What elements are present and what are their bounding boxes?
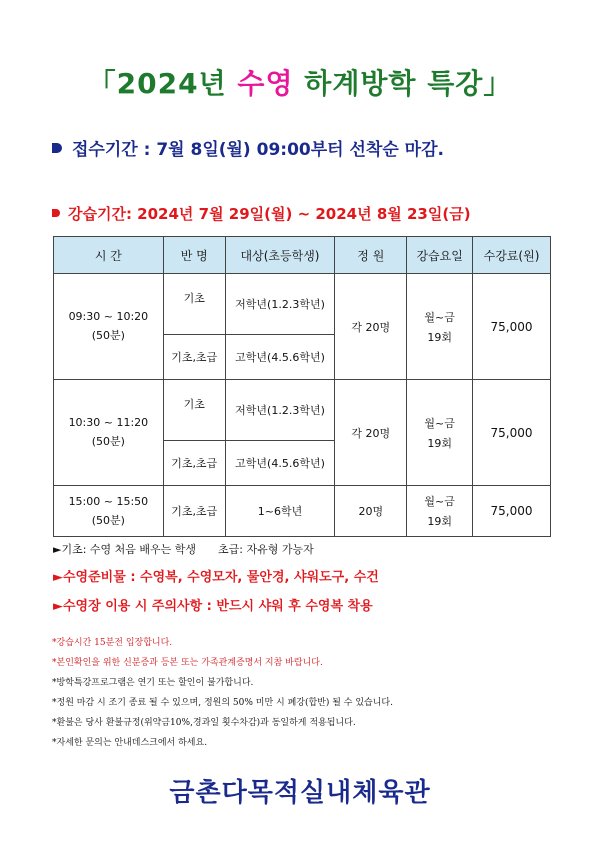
class-cell: 기초 bbox=[163, 380, 225, 441]
time-cell bbox=[54, 274, 164, 380]
target-cell: 저학년(1.2.3학년) bbox=[225, 380, 335, 441]
schedule-table bbox=[53, 236, 551, 537]
time-duration: (50분) bbox=[91, 435, 125, 448]
title-rest: 하계방학 특강 bbox=[304, 67, 484, 100]
class-cell: 기초,초급 bbox=[163, 441, 225, 486]
note-item: *환불은 당사 환불규정(위약금10%,경과일 횟수차감)과 동일하게 적용됩니다. bbox=[52, 718, 356, 728]
class-cell: 기초,초급 bbox=[163, 335, 225, 380]
table-row bbox=[54, 380, 551, 441]
title-close-bracket: 」 bbox=[483, 67, 513, 100]
days-text: 월~금 bbox=[424, 310, 455, 324]
sessions-text: 19회 bbox=[427, 515, 452, 528]
note-item: *자세한 문의는 안내데스크에서 하세요. bbox=[52, 738, 208, 748]
target-cell: 저학년(1.2.3학년) bbox=[225, 274, 335, 335]
target-cell: 1~6학년 bbox=[225, 486, 335, 537]
bullet-icon bbox=[52, 209, 60, 217]
days-cell bbox=[407, 274, 473, 380]
title-year: 2024년 bbox=[116, 67, 227, 100]
table-header-row bbox=[54, 237, 551, 274]
registration-text: 접수기간 : 7월 8일(월) 09:00부터 선착순 마감. bbox=[72, 140, 444, 160]
title-accent: 수영 bbox=[237, 67, 294, 100]
target-cell: 고학년(4.5.6학년) bbox=[225, 441, 335, 486]
days-text: 월~금 bbox=[424, 495, 455, 508]
level-note bbox=[53, 541, 314, 557]
page-title bbox=[0, 62, 600, 102]
header-capacity: 정 원 bbox=[335, 237, 407, 274]
title-open-bracket: 「 bbox=[87, 67, 117, 100]
header-time: 시 간 bbox=[54, 237, 164, 274]
level-basic: ►기초: 수영 처음 배우는 학생 bbox=[53, 543, 197, 556]
capacity-cell: 각 20명 bbox=[335, 380, 407, 486]
days-cell bbox=[407, 380, 473, 486]
fee-cell: 75,000 bbox=[473, 274, 551, 380]
time-cell bbox=[54, 486, 164, 537]
caution-note: ►수영장 이용 시 주의사항 : 반드시 샤워 후 수영복 착용 bbox=[53, 599, 373, 614]
notes-list bbox=[52, 633, 393, 753]
capacity-cell: 각 20명 bbox=[335, 274, 407, 380]
sessions-text: 19회 bbox=[427, 436, 452, 450]
time-cell bbox=[54, 380, 164, 486]
note-item: *정원 마감 시 조기 종료 될 수 있으며, 정원의 50% 미만 시 폐강(합반) 될 수 있습니다. bbox=[52, 698, 393, 708]
target-cell: 고학년(4.5.6학년) bbox=[225, 335, 335, 380]
header-target: 대상(초등학생) bbox=[225, 237, 335, 274]
note-item: *본인확인을 위한 신분증과 등본 또는 가족관계증명서 지참 바랍니다. bbox=[52, 658, 323, 668]
table-row bbox=[54, 486, 551, 537]
header-fee: 수강료(원) bbox=[473, 237, 551, 274]
level-beginner: 초급: 자유형 가능자 bbox=[218, 543, 314, 556]
time-range: 09:30 ~ 10:20 bbox=[68, 310, 149, 323]
header-class: 반 명 bbox=[163, 237, 225, 274]
supplies-note: ►수영준비물 : 수영복, 수영모자, 물안경, 샤워도구, 수건 bbox=[53, 570, 379, 585]
organization-name: 금촌다목적실내체육관 bbox=[169, 778, 431, 808]
table-row bbox=[54, 274, 551, 335]
registration-line bbox=[52, 135, 444, 160]
days-text: 월~금 bbox=[424, 416, 455, 430]
period-line bbox=[52, 203, 471, 224]
period-text: 강습기간: 2024년 7월 29일(월) ~ 2024년 8월 23일(금) bbox=[68, 205, 471, 223]
class-cell: 기초 bbox=[163, 274, 225, 335]
time-range: 10:30 ~ 11:20 bbox=[68, 416, 149, 429]
header-days: 강습요일 bbox=[407, 237, 473, 274]
bullet-icon bbox=[52, 143, 62, 153]
time-range: 15:00 ~ 15:50 bbox=[68, 494, 149, 508]
capacity-cell: 20명 bbox=[335, 486, 407, 537]
fee-cell: 75,000 bbox=[473, 380, 551, 486]
days-cell bbox=[407, 486, 473, 537]
note-item: *방학특강프로그램은 연기 또는 할인이 불가합니다. bbox=[52, 678, 254, 688]
note-item: *강습시간 15분전 입장합니다. bbox=[52, 638, 173, 648]
fee-cell: 75,000 bbox=[473, 486, 551, 537]
class-cell: 기초,초급 bbox=[163, 486, 225, 537]
time-duration: (50분) bbox=[91, 329, 125, 342]
time-duration: (50분) bbox=[91, 513, 125, 527]
sessions-text: 19회 bbox=[427, 330, 452, 344]
